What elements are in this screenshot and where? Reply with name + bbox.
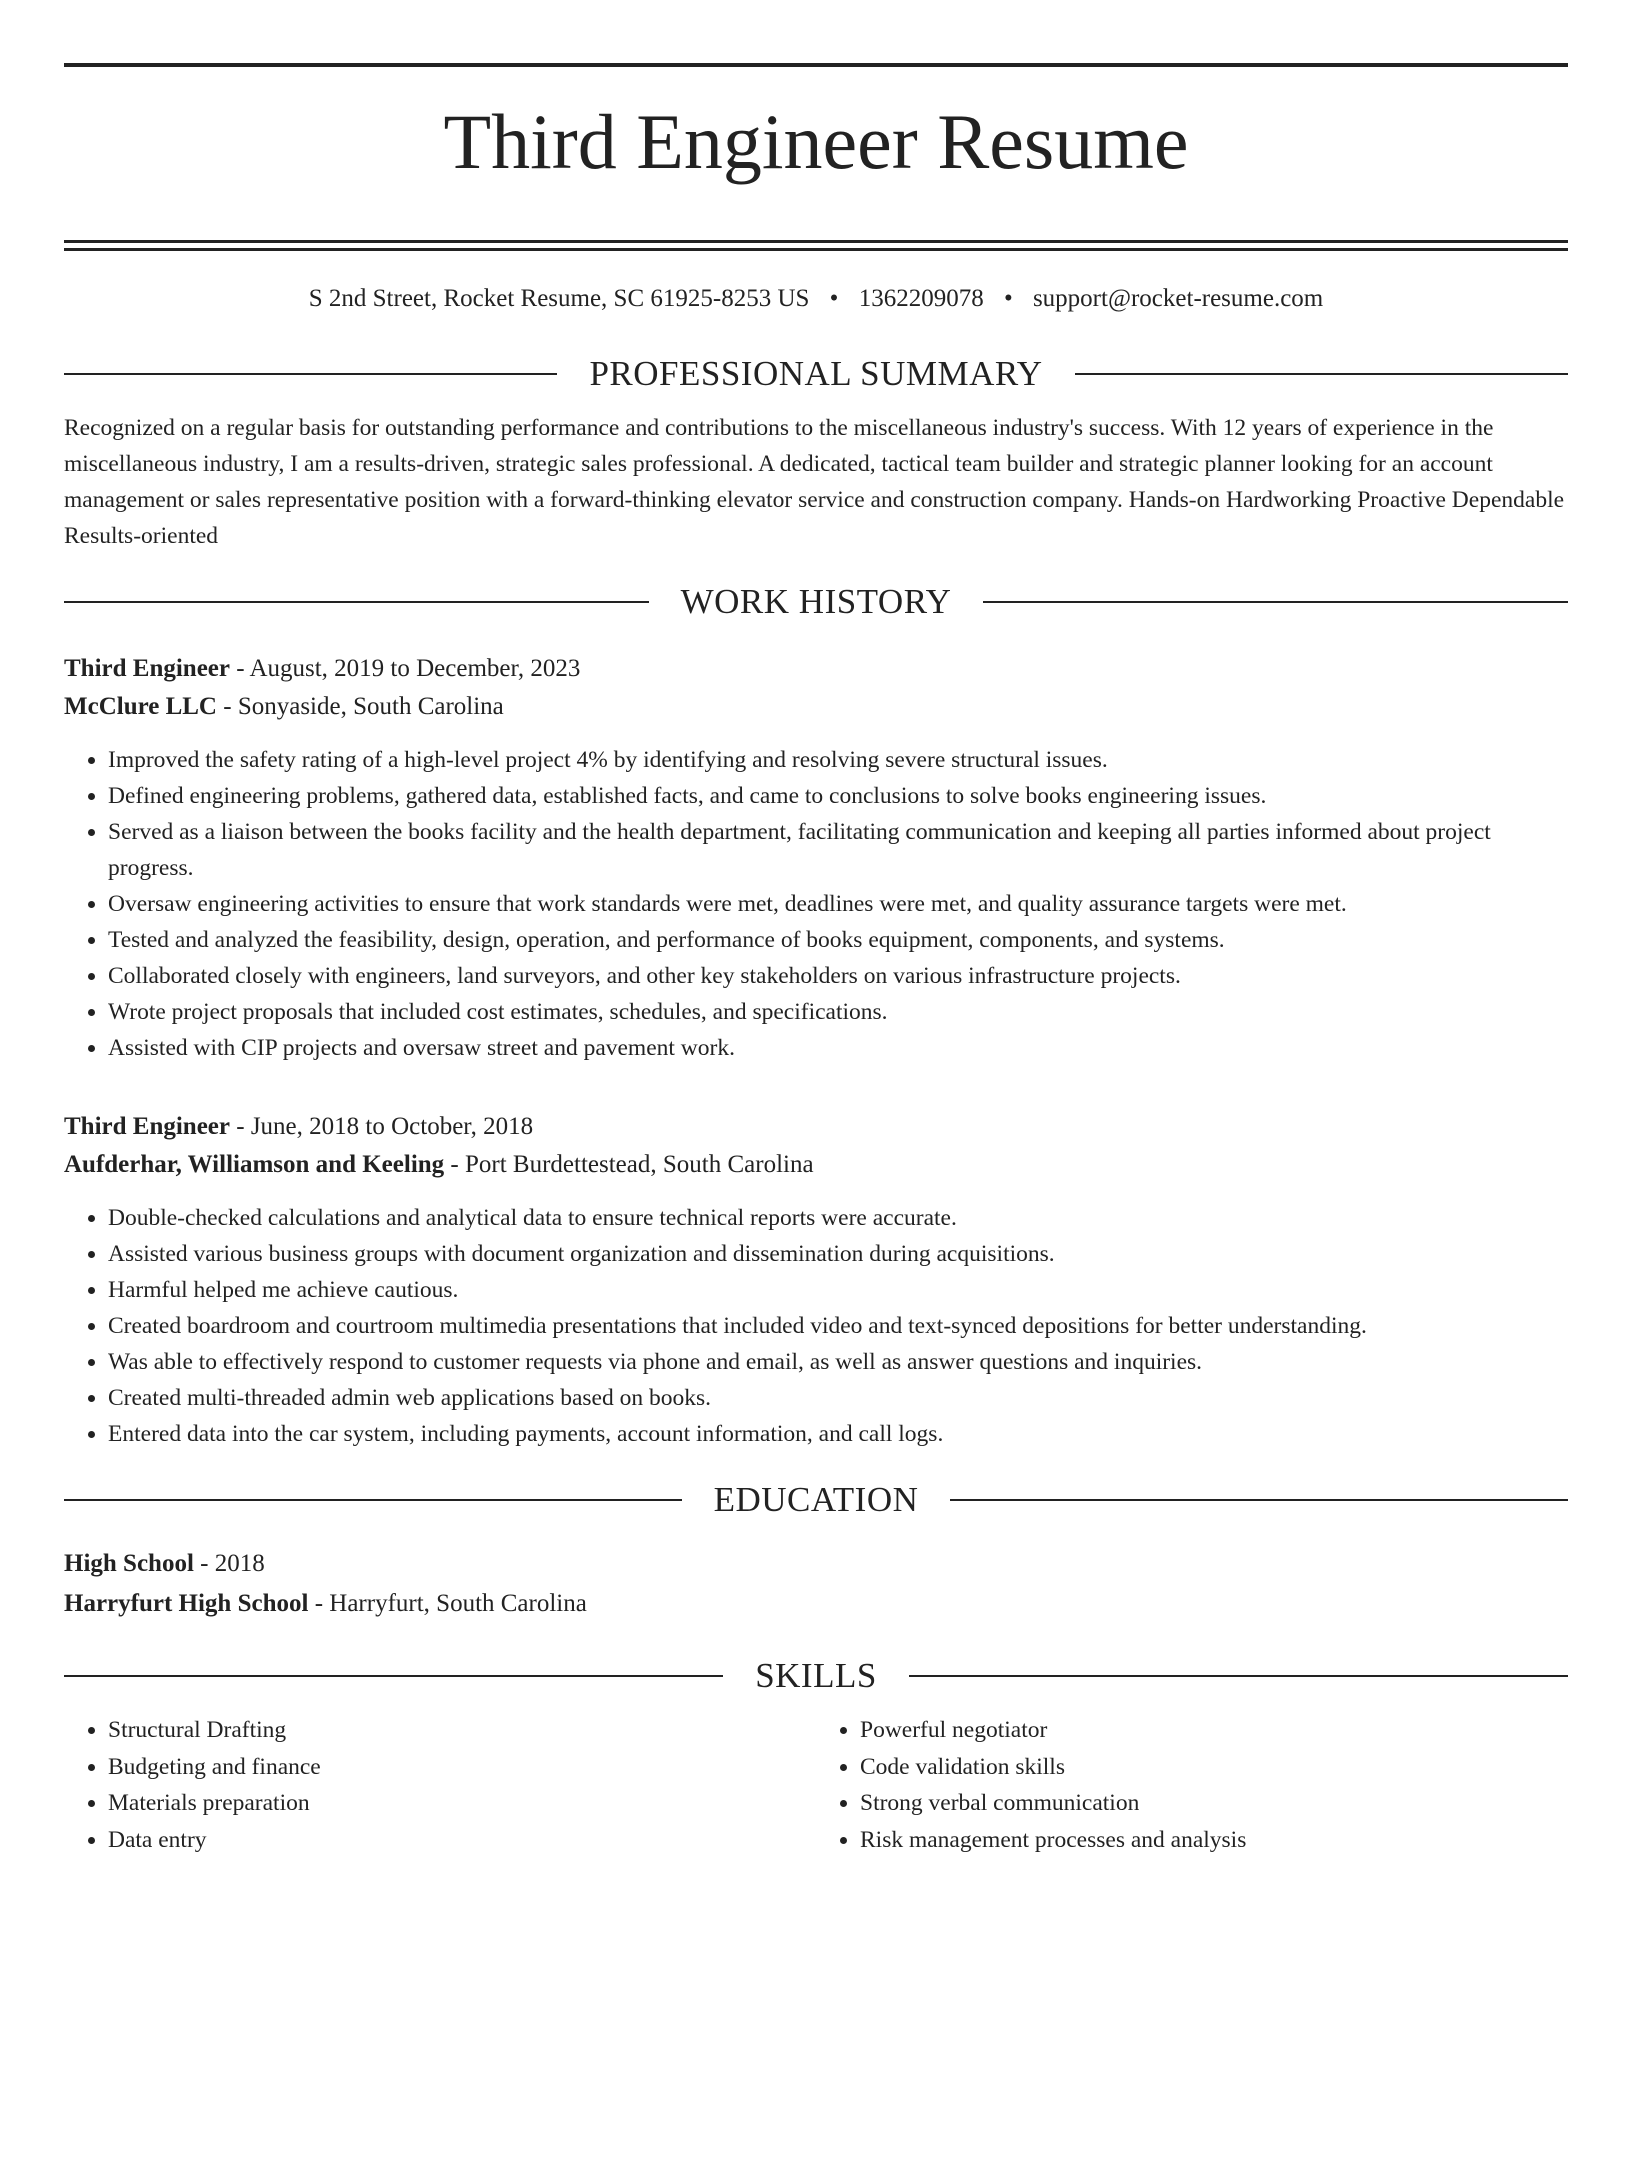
skills-heading-label: SKILLS xyxy=(755,1656,877,1695)
list-item: • Strong verbal communication xyxy=(860,1785,1568,1822)
resume-title: Third Engineer Resume xyxy=(443,98,1189,185)
education-school-line xyxy=(64,1584,1568,1624)
heading-rule-right xyxy=(950,1499,1568,1501)
education-school: Harryfurt High School xyxy=(64,1590,309,1617)
list-item: • Created multi-threaded admin web applications based on books. xyxy=(108,1380,1568,1416)
list-item: • Structural Drafting xyxy=(108,1712,816,1749)
contact-email: support@rocket-resume.com xyxy=(1032,285,1324,312)
work-section-heading xyxy=(64,580,1568,624)
summary-section-heading xyxy=(64,352,1568,396)
summary-heading-label: PROFESSIONAL SUMMARY xyxy=(589,354,1043,393)
job-title-line xyxy=(64,650,1568,688)
heading-rule-left xyxy=(64,601,649,603)
list-item: • Risk management processes and analysis xyxy=(860,1822,1568,1859)
job-dates: - August, 2019 to December, 2023 xyxy=(230,655,581,682)
title-double-rule xyxy=(64,240,1568,251)
job-dates: - June, 2018 to October, 2018 xyxy=(230,1113,534,1140)
list-item: • Double-checked calculations and analytical data to ensure technical reports were accurate. xyxy=(108,1200,1568,1236)
list-item: • Defined engineering problems, gathered data, established facts, and came to conclusions to solve books engineering issues. xyxy=(108,778,1568,814)
job-title: Third Engineer xyxy=(64,655,230,682)
list-item: • Materials preparation xyxy=(108,1785,816,1822)
job-bullets xyxy=(64,742,1568,1066)
list-item: • Powerful negotiator xyxy=(860,1712,1568,1749)
job-company-line xyxy=(64,688,1568,726)
education-degree: High School xyxy=(64,1550,194,1577)
skills-columns xyxy=(64,1712,1568,1858)
skills-list-left xyxy=(64,1712,816,1858)
resume-page xyxy=(0,63,1632,2175)
list-item: • Harmful helped me achieve cautious. xyxy=(108,1272,1568,1308)
list-item: • Created boardroom and courtroom multimedia presentations that included video and text-synced depositions for better understanding. xyxy=(108,1308,1568,1344)
education-degree-line xyxy=(64,1544,1568,1584)
list-item: • Was able to effectively respond to customer requests via phone and email, as well as answer questions and inquiries. xyxy=(108,1344,1568,1380)
list-item: • Code validation skills xyxy=(860,1749,1568,1786)
contact-separator: • xyxy=(1003,285,1013,312)
education-section-heading xyxy=(64,1478,1568,1522)
education-entry xyxy=(64,1544,1568,1624)
list-item: • Collaborated closely with engineers, land surveyors, and other key stakeholders on various infrastructure projects. xyxy=(108,958,1568,994)
job-company: McClure LLC xyxy=(64,693,217,720)
job-location: - Port Burdettestead, South Carolina xyxy=(444,1151,814,1178)
list-item: • Data entry xyxy=(108,1822,816,1859)
top-rule xyxy=(64,63,1568,67)
skills-section-heading xyxy=(64,1654,1568,1698)
list-item: • Entered data into the car system, including payments, account information, and call logs. xyxy=(108,1416,1568,1452)
list-item: • Oversaw engineering activities to ensure that work standards were met, deadlines were met, and quality assurance targets were met. xyxy=(108,886,1568,922)
heading-rule-left xyxy=(64,1499,682,1501)
job-title: Third Engineer xyxy=(64,1113,230,1140)
contact-phone: 1362209078 xyxy=(858,285,984,312)
summary-text: Recognized on a regular basis for outstanding performance and contributions to the miscellaneous industry's success. With 12 years of experience in the miscellaneous industry, I am a results-driven, strategic sales professional. A dedicated, tactical team builder and strategic planner looking for an account management or sales representative position with a forward-thinking elevator service and construction company. Hands-on Hardworking Proactive Dependable Results-oriented xyxy=(64,415,1565,549)
skills-list-right xyxy=(816,1712,1568,1858)
contact-line xyxy=(64,284,1568,314)
list-item: • Assisted with CIP projects and oversaw street and pavement work. xyxy=(108,1030,1568,1066)
list-item: • Improved the safety rating of a high-level project 4% by identifying and resolving severe structural issues. xyxy=(108,742,1568,778)
list-item: • Served as a liaison between the books facility and the health department, facilitating communication and keeping all parties informed about project progress. xyxy=(108,814,1568,886)
education-heading-label: EDUCATION xyxy=(713,1480,919,1519)
education-location: - Harryfurt, South Carolina xyxy=(308,1590,587,1617)
contact-separator: • xyxy=(829,285,839,312)
heading-rule-right xyxy=(983,601,1568,603)
job-company-line xyxy=(64,1146,1568,1184)
heading-rule-left xyxy=(64,373,557,375)
job-company: Aufderhar, Williamson and Keeling xyxy=(64,1151,445,1178)
list-item: • Wrote project proposals that included cost estimates, schedules, and specifications. xyxy=(108,994,1568,1030)
job-entry xyxy=(64,1108,1568,1452)
job-location: - Sonyaside, South Carolina xyxy=(217,693,504,720)
contact-address: S 2nd Street, Rocket Resume, SC 61925-8253 US xyxy=(308,285,810,312)
job-bullets xyxy=(64,1200,1568,1452)
list-item: • Tested and analyzed the feasibility, design, operation, and performance of books equipment, components, and systems. xyxy=(108,922,1568,958)
heading-rule-right xyxy=(1075,373,1568,375)
job-entry xyxy=(64,650,1568,1066)
work-heading-label: WORK HISTORY xyxy=(680,582,952,621)
list-item: • Assisted various business groups with document organization and dissemination during acquisitions. xyxy=(108,1236,1568,1272)
heading-rule-right xyxy=(909,1675,1568,1677)
job-title-line xyxy=(64,1108,1568,1146)
heading-rule-left xyxy=(64,1675,723,1677)
list-item: • Budgeting and finance xyxy=(108,1749,816,1786)
education-year: - 2018 xyxy=(193,1550,265,1577)
